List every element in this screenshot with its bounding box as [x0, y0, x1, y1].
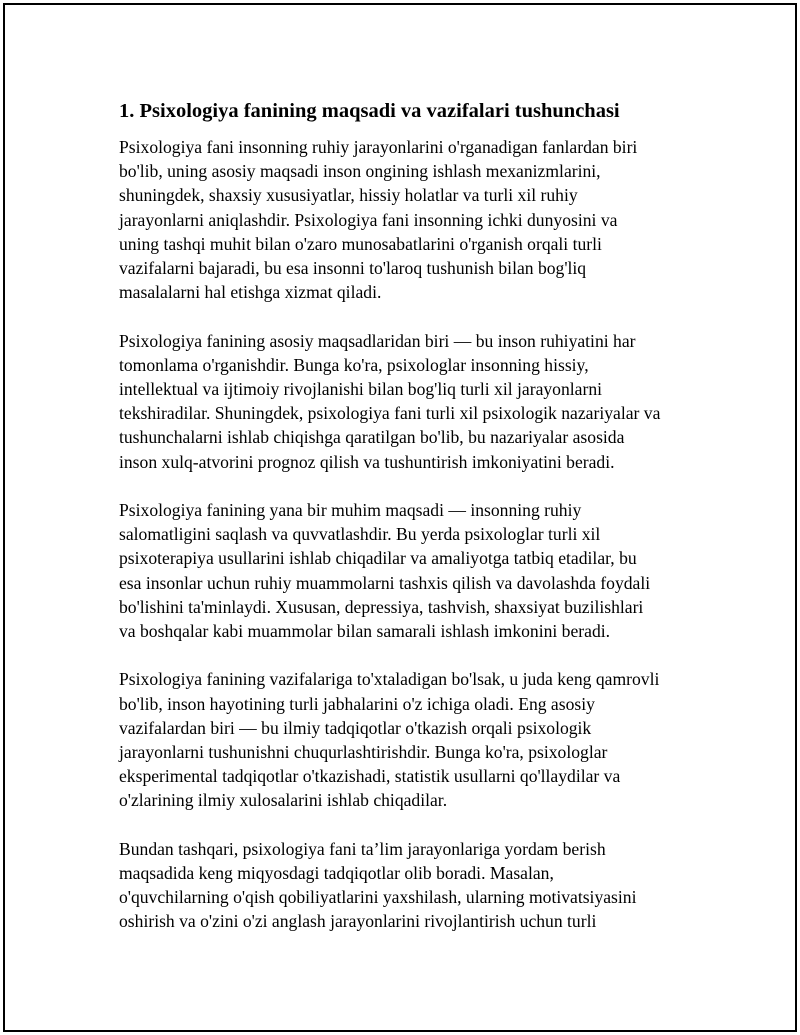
text-line: Psixologiya fanining vazifalariga to'xtaladigan bo'lsak, u juda keng qamrovli [119, 669, 660, 690]
text-line: vazifalardan biri — bu ilmiy tadqiqotlar o'tkazish orqali psixologik [119, 717, 592, 738]
text-line: bo'lishini ta'minlaydi. Xususan, depressiya, tashvish, shaxsiyat buzilishlari [119, 596, 644, 617]
text-line: tomonlama o'rganishdir. Bunga ko'ra, psixologlar insonning hissiy, [119, 354, 589, 375]
body-paragraph [119, 498, 699, 643]
body-paragraph [119, 329, 699, 474]
text-line: tushunchalarni ishlab chiqishga qaratilgan bo'lib, bu nazariyalar asosida [119, 427, 625, 448]
body-paragraph [119, 837, 699, 934]
text-line: intellektual va ijtimoiy rivojlanishi bilan bog'liq turli xil jarayonlarni [119, 379, 603, 400]
text-line: jarayonlarni aniqlashdir. Psixologiya fani insonning ichki dunyosini va [119, 209, 618, 230]
text-line: eksperimental tadqiqotlar o'tkazishadi, statistik usullarni qo'llaydilar va [119, 766, 621, 787]
text-line: oshirish va o'zini o'zi anglash jarayonlarini rivojlantirish uchun turli [119, 911, 597, 932]
paragraph-list [119, 135, 699, 934]
text-line: vazifalarni bajaradi, bu esa insonni to'laroq tushunish bilan bog'liq [119, 258, 587, 279]
text-line: salomatligini saqlash va quvvatlashdir. Bu yerda psixologlar turli xil [119, 524, 601, 545]
text-line: Psixologiya fanining yana bir muhim maqsadi — insonning ruhiy [119, 500, 582, 521]
text-line: tekshiradilar. Shuningdek, psixologiya fani turli xil psixologik nazariyalar va [119, 403, 661, 424]
text-line: o'quvchilarning o'qish qobiliyatlarini yaxshilash, ularning motivatsiyasini [119, 887, 637, 908]
text-line: psixoterapiya usullarini ishlab chiqadilar va amaliyotga tatbiq etadilar, bu [119, 548, 637, 569]
section-heading: 1. Psixologiya fanining maqsadi va vazifalari tushunchasi [119, 100, 620, 122]
text-line: bo'lib, uning asosiy maqsadi inson ongining ishlash mexanizmlarini, [119, 161, 601, 182]
text-line: Psixologiya fanining asosiy maqsadlaridan biri — bu inson ruhiyatini har [119, 330, 636, 351]
text-line: o'zlarining ilmiy xulosalarini ishlab chiqadilar. [119, 790, 448, 811]
paragraph-spacer [119, 304, 699, 328]
page-frame [3, 3, 797, 1032]
body-paragraph [119, 667, 699, 812]
text-line: va boshqalar kabi muammolar bilan samarali ishlash imkonini beradi. [119, 621, 611, 642]
text-line: jarayonlarni tushunishni chuqurlashtirishdir. Bunga ko'ra, psixologlar [119, 742, 608, 763]
text-line: maqsadida keng miqyosdagi tadqiqotlar olib boradi. Masalan, [119, 863, 554, 884]
text-line: shuningdek, shaxsiy xususiyatlar, hissiy holatlar va turli xil ruhiy [119, 185, 578, 206]
text-line: Psixologiya fani insonning ruhiy jarayonlarini o'rganadigan fanlardan biri [119, 137, 638, 157]
text-line: bo'lib, inson hayotining turli jabhalarini o'z ichiga oladi. Eng asosiy [119, 693, 595, 714]
document-body [119, 97, 699, 934]
body-paragraph [119, 135, 699, 304]
text-line: esa insonlar uchun ruhiy muammolarni tashxis qilish va davolashda foydali [119, 572, 651, 593]
paragraph-spacer [119, 474, 699, 498]
text-line: uning tashqi muhit bilan o'zaro munosabatlarini o'rganish orqali turli [119, 233, 602, 254]
text-line: masalalarni hal etishga xizmat qiladi. [119, 282, 382, 303]
paragraph-spacer [119, 643, 699, 667]
text-line: Bundan tashqari, psixologiya fani ta’lim jarayonlariga yordam berish [119, 838, 606, 859]
paragraph-spacer [119, 813, 699, 837]
text-line: inson xulq-atvorini prognoz qilish va tushuntirish imkoniyatini beradi. [119, 451, 615, 472]
